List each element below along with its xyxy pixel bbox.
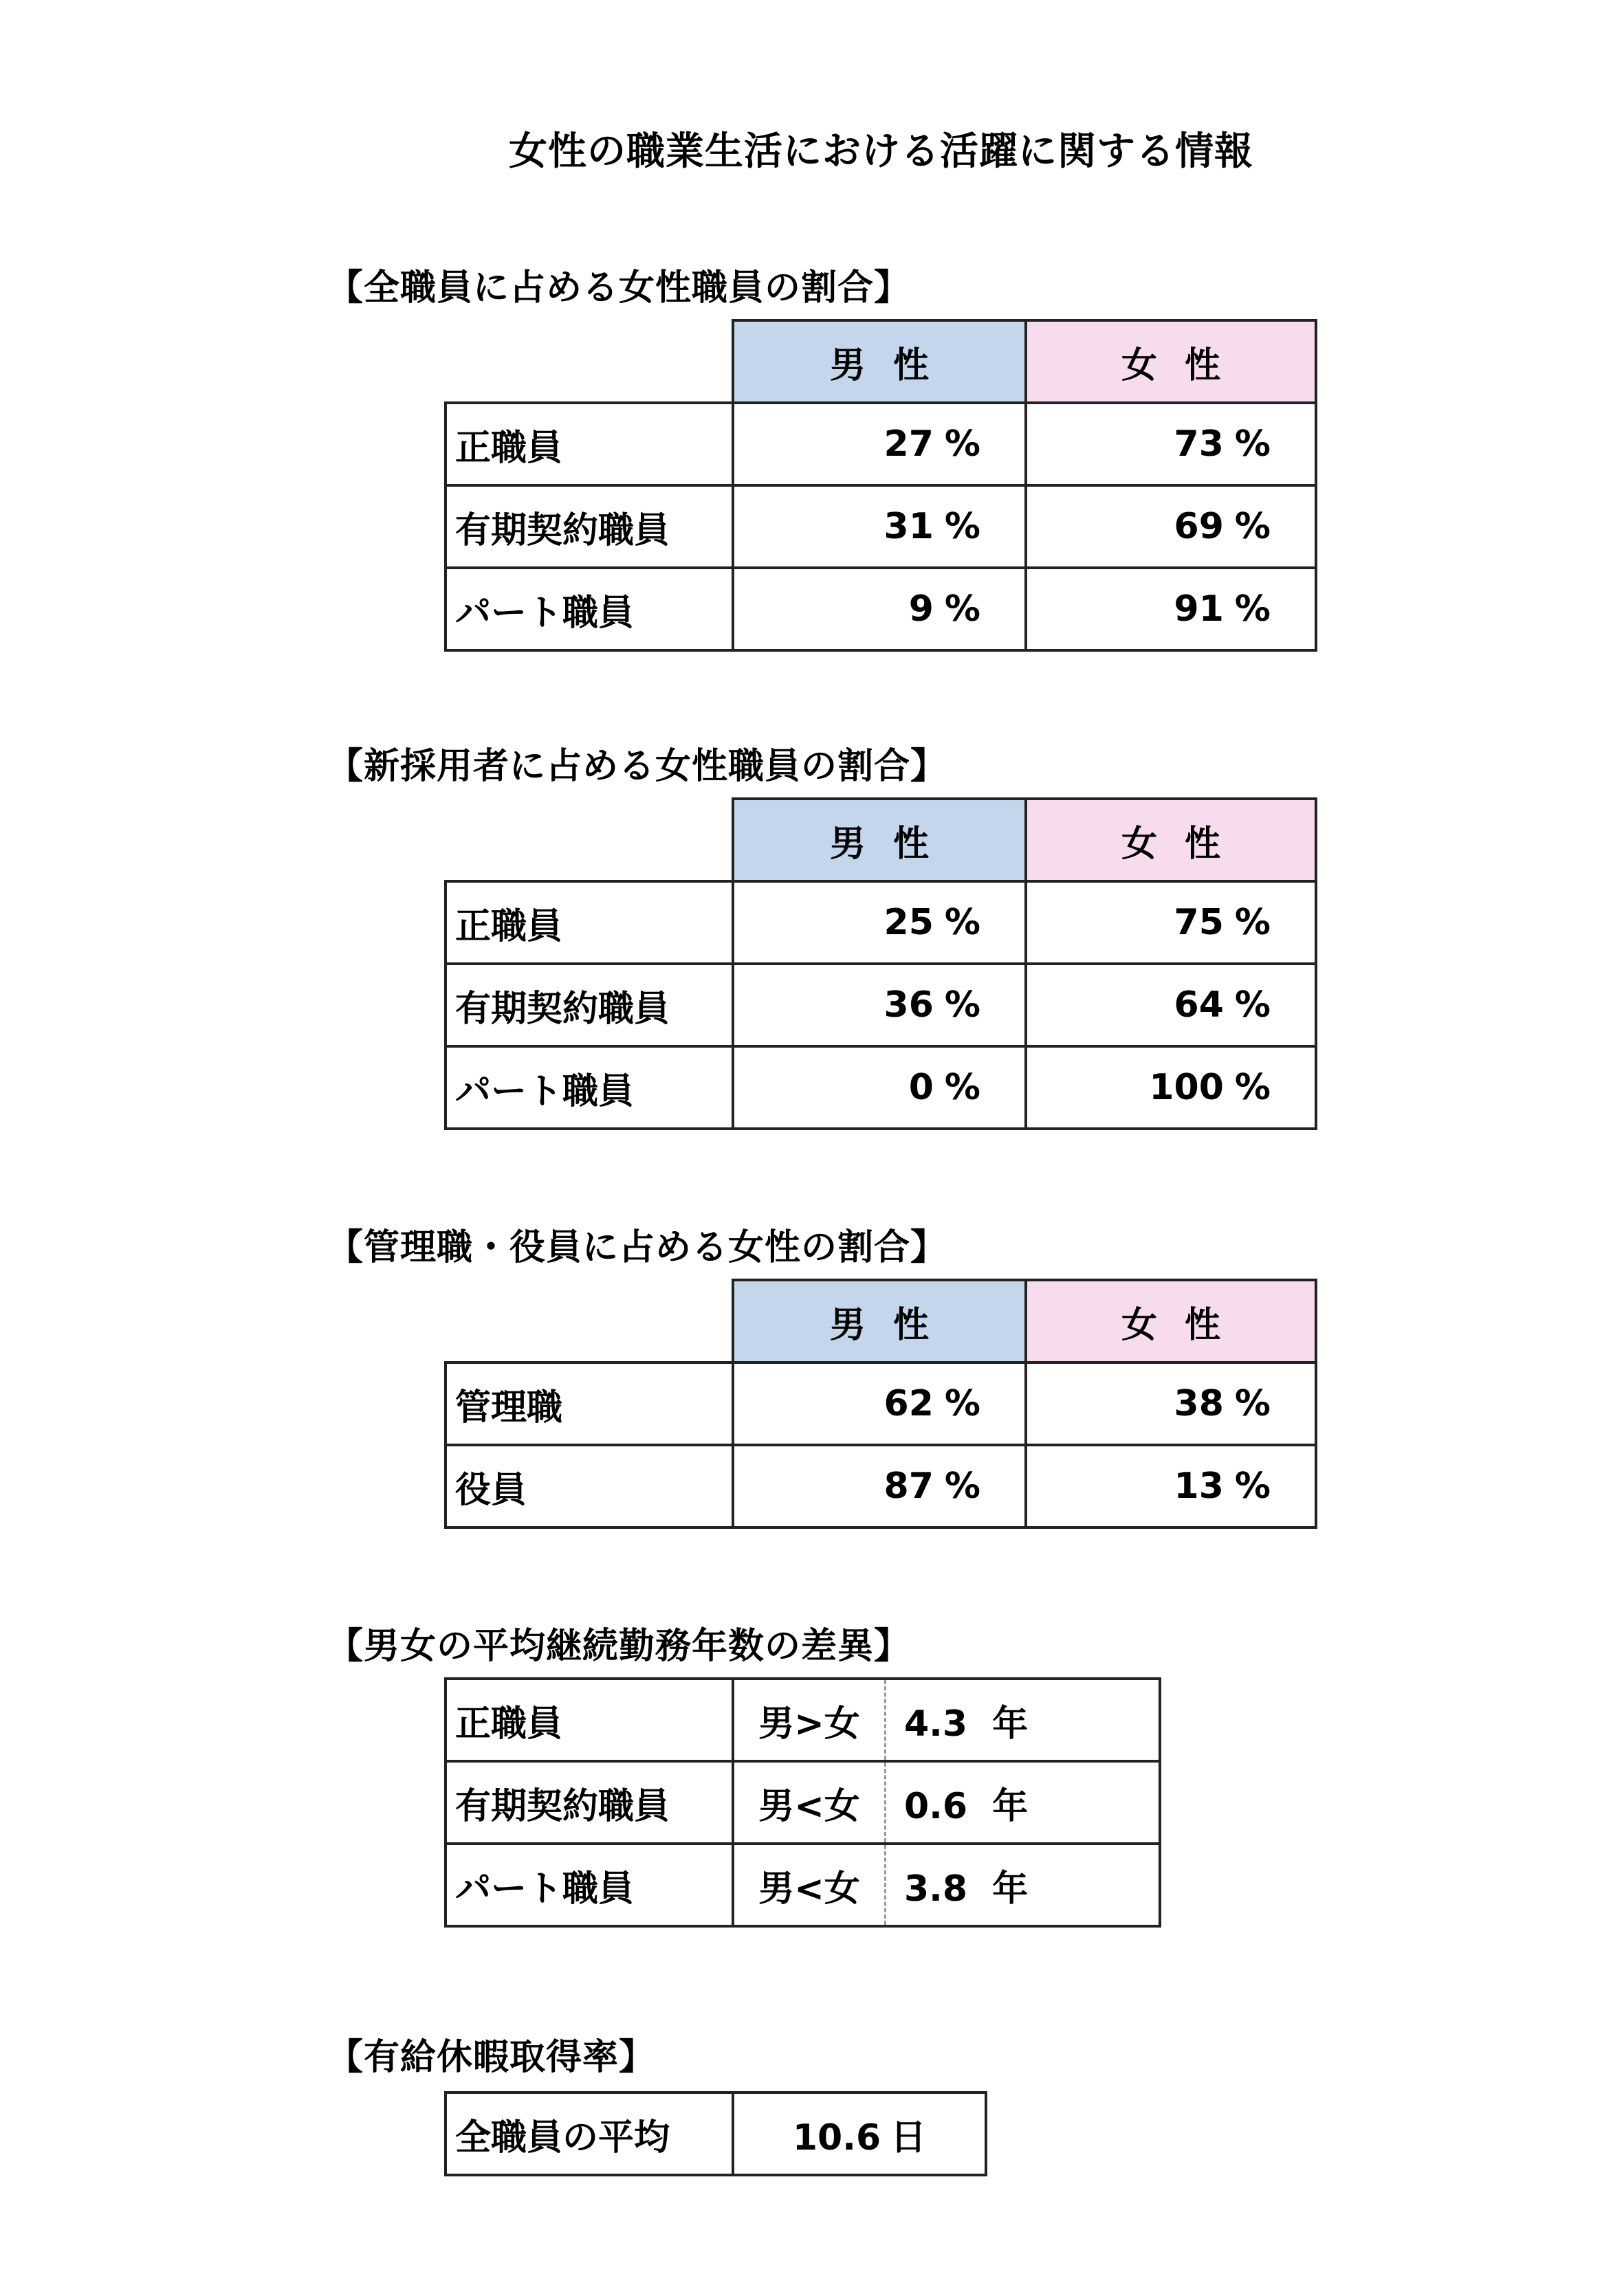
comparison: 男>女 xyxy=(733,1679,886,1761)
male-value: 27 xyxy=(884,423,934,465)
female-value: 100 xyxy=(1149,1067,1224,1108)
unit: % xyxy=(944,984,980,1026)
male-value-cell xyxy=(733,403,1026,485)
table-row xyxy=(446,881,1316,964)
female-value: 13 xyxy=(1174,1466,1224,1507)
column-header-female: 女性 xyxy=(1026,320,1316,403)
row-label: パート職員 xyxy=(446,568,733,650)
row-label: 正職員 xyxy=(446,881,733,964)
years-value: 3.8 xyxy=(904,1868,968,1910)
male-value: 0 xyxy=(908,1067,934,1108)
male-value: 25 xyxy=(884,902,934,943)
table-row xyxy=(446,485,1316,568)
unit: % xyxy=(944,588,980,630)
years-cell xyxy=(886,1844,1161,1926)
male-value: 36 xyxy=(884,984,934,1026)
section-heading-tenure: 【男女の平均継続勤務年数の差異】 xyxy=(327,1626,911,1667)
unit: 年 xyxy=(992,1785,1029,1827)
unit: % xyxy=(1234,1067,1271,1108)
row-label: 正職員 xyxy=(446,403,733,485)
table-row xyxy=(446,1761,1160,1844)
table-new-hires-ratio xyxy=(444,797,1317,1130)
table-row xyxy=(446,1679,1160,1761)
page-title: 女性の職業生活における活躍に関する情報 xyxy=(509,129,1253,174)
table-row xyxy=(446,568,1316,650)
table-managers-ratio xyxy=(444,1279,1317,1529)
table-corner xyxy=(446,1280,733,1362)
male-value: 62 xyxy=(884,1383,934,1424)
row-label: 有期契約職員 xyxy=(446,1761,733,1844)
female-value-cell xyxy=(1026,964,1316,1046)
unit: % xyxy=(944,1067,980,1108)
unit: 年 xyxy=(992,1703,1029,1745)
female-value-cell xyxy=(1026,1046,1316,1129)
comparison: 男<女 xyxy=(733,1844,886,1926)
column-header-female: 女性 xyxy=(1026,799,1316,881)
female-value: 64 xyxy=(1174,984,1224,1026)
row-label: パート職員 xyxy=(446,1844,733,1926)
table-tenure-difference xyxy=(444,1677,1161,1928)
unit: % xyxy=(1234,902,1271,943)
unit: % xyxy=(944,423,980,465)
column-header-female: 女性 xyxy=(1026,1280,1316,1362)
unit: % xyxy=(1234,1466,1271,1507)
unit: 年 xyxy=(992,1868,1029,1910)
female-value-cell xyxy=(1026,403,1316,485)
male-value-cell xyxy=(733,1445,1026,1527)
male-value-cell xyxy=(733,1362,1026,1445)
years-value: 0.6 xyxy=(904,1785,968,1827)
unit: % xyxy=(1234,588,1271,630)
female-value: 75 xyxy=(1174,902,1224,943)
unit: % xyxy=(944,506,980,547)
comparison: 男<女 xyxy=(733,1761,886,1844)
section-heading-all-staff: 【全職員に占める女性職員の割合】 xyxy=(327,267,911,309)
female-value-cell xyxy=(1026,881,1316,964)
table-row xyxy=(446,1046,1316,1129)
table-row xyxy=(446,1445,1316,1527)
male-value-cell xyxy=(733,881,1026,964)
unit: % xyxy=(1234,1383,1271,1424)
row-label: 役員 xyxy=(446,1445,733,1527)
row-label: 管理職 xyxy=(446,1362,733,1445)
table-corner xyxy=(446,320,733,403)
row-label: 全職員の平均 xyxy=(446,2093,733,2175)
row-label: パート職員 xyxy=(446,1046,733,1129)
table-corner xyxy=(446,799,733,881)
male-value-cell xyxy=(733,568,1026,650)
male-value-cell xyxy=(733,964,1026,1046)
unit: % xyxy=(944,902,980,943)
unit: % xyxy=(1234,506,1271,547)
column-header-male: 男性 xyxy=(733,1280,1026,1362)
table-row xyxy=(446,964,1316,1046)
row-label: 有期契約職員 xyxy=(446,485,733,568)
male-value-cell xyxy=(733,485,1026,568)
table-row xyxy=(446,1844,1160,1926)
section-heading-paid-leave: 【有給休暇取得率】 xyxy=(327,2037,656,2078)
column-header-male: 男性 xyxy=(733,320,1026,403)
female-value: 69 xyxy=(1174,506,1224,547)
table-row xyxy=(446,2093,986,2175)
years-value: 4.3 xyxy=(904,1703,968,1745)
female-value: 91 xyxy=(1174,588,1224,630)
section-heading-new-hires: 【新採用者に占める女性職員の割合】 xyxy=(327,746,947,787)
leave-value-cell xyxy=(733,2093,986,2175)
leave-value: 10.6 xyxy=(792,2117,881,2159)
unit: % xyxy=(944,1383,980,1424)
female-value: 38 xyxy=(1174,1383,1224,1424)
male-value-cell xyxy=(733,1046,1026,1129)
female-value: 73 xyxy=(1174,423,1224,465)
years-cell xyxy=(886,1761,1161,1844)
female-value-cell xyxy=(1026,1445,1316,1527)
column-header-male: 男性 xyxy=(733,799,1026,881)
table-row xyxy=(446,1362,1316,1445)
female-value-cell xyxy=(1026,1362,1316,1445)
male-value: 87 xyxy=(884,1466,934,1507)
row-label: 有期契約職員 xyxy=(446,964,733,1046)
male-value: 31 xyxy=(884,506,934,547)
female-value-cell xyxy=(1026,568,1316,650)
table-row xyxy=(446,403,1316,485)
section-heading-managers: 【管理職・役員に占める女性の割合】 xyxy=(327,1227,947,1268)
male-value: 9 xyxy=(908,588,934,630)
table-all-staff-ratio xyxy=(444,319,1317,652)
unit: % xyxy=(1234,423,1271,465)
row-label: 正職員 xyxy=(446,1679,733,1761)
years-cell xyxy=(886,1679,1161,1761)
unit: % xyxy=(944,1466,980,1507)
female-value-cell xyxy=(1026,485,1316,568)
unit: % xyxy=(1234,984,1271,1026)
unit: 日 xyxy=(890,2117,927,2159)
table-paid-leave xyxy=(444,2091,987,2176)
